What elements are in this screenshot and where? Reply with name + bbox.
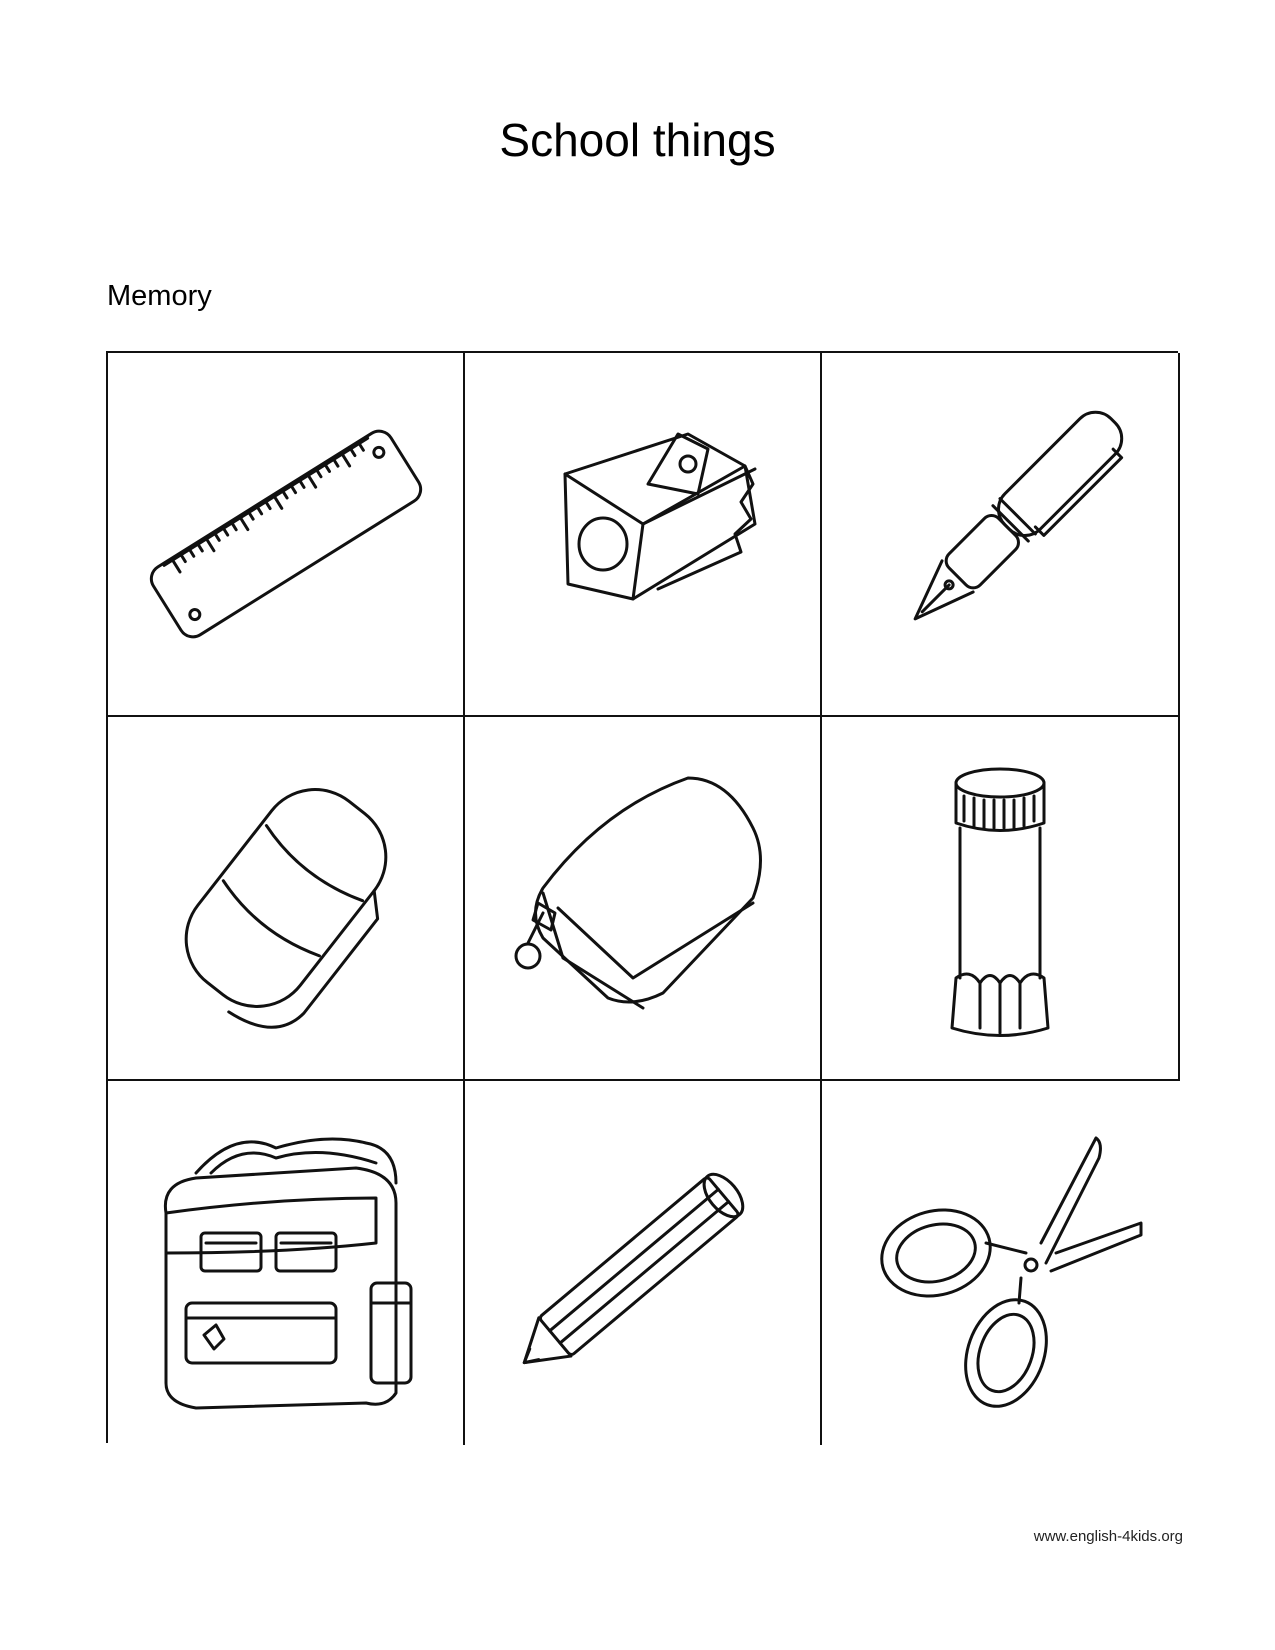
pencil-sharpener-icon xyxy=(483,374,803,694)
memory-card-pencil-case[interactable] xyxy=(465,717,822,1081)
scissors-icon xyxy=(841,1103,1161,1423)
memory-card-pencil-sharpener[interactable] xyxy=(465,353,822,717)
ruler-icon xyxy=(126,374,446,694)
memory-card-glue-stick[interactable] xyxy=(822,717,1180,1081)
page-title: School things xyxy=(499,114,776,166)
memory-card-grid xyxy=(106,351,1178,1443)
pencil-case-icon xyxy=(483,738,803,1058)
fountain-pen-icon xyxy=(840,374,1160,694)
pencil-icon xyxy=(483,1103,803,1423)
source-url: www.english-4kids.org xyxy=(1033,1528,1183,1545)
memory-card-eraser[interactable] xyxy=(108,717,465,1081)
eraser-icon xyxy=(126,738,446,1058)
memory-card-pencil[interactable] xyxy=(465,1081,822,1445)
memory-card-ruler[interactable] xyxy=(108,353,465,717)
school-bag-icon xyxy=(126,1103,446,1423)
glue-stick-icon xyxy=(840,738,1160,1058)
memory-card-fountain-pen[interactable] xyxy=(822,353,1180,717)
memory-card-scissors[interactable] xyxy=(822,1081,1180,1445)
memory-card-school-bag[interactable] xyxy=(108,1081,465,1445)
worksheet-subtitle: Memory xyxy=(107,280,212,312)
